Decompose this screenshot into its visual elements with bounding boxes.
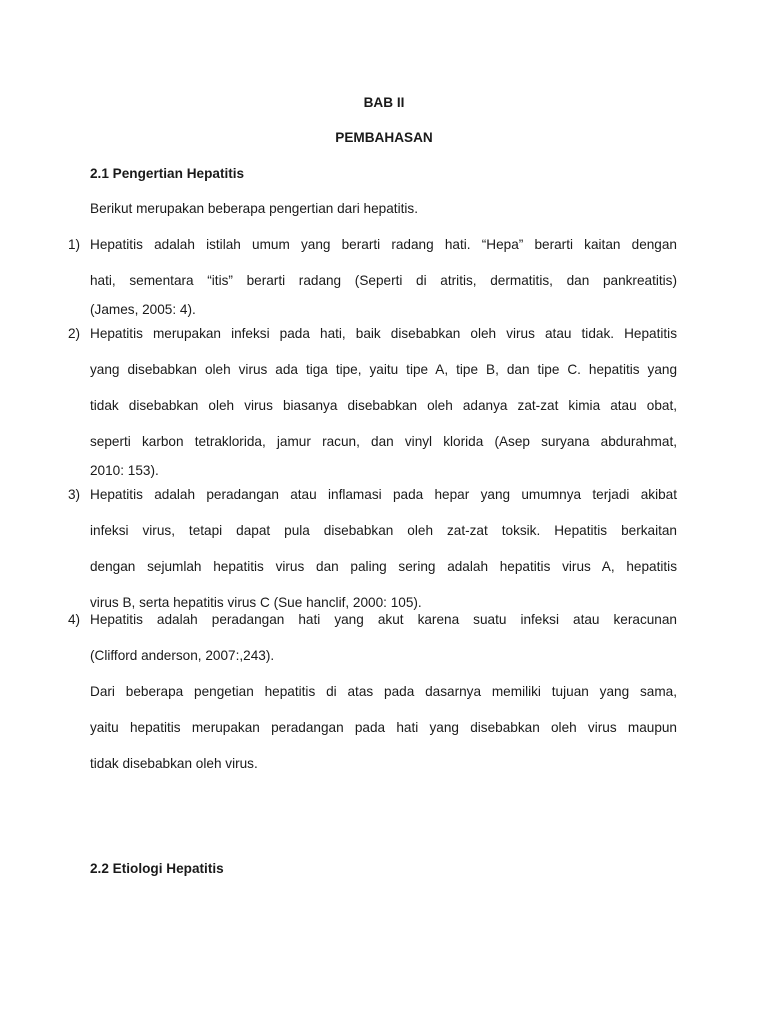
text-line: yang disebabkan oleh virus ada tiga tipe, yaitu tipe A, tipe B, dan tipe C. hepatitis yang xyxy=(90,362,677,377)
text-line: dengan sejumlah hepatitis virus dan paling sering adalah hepatitis virus A, hepatitis xyxy=(90,559,677,574)
list-item-text xyxy=(90,611,677,665)
text-line: hati, sementara “itis” berarti radang (Seperti di atritis, dermatitis, dan pankreatitis) xyxy=(90,273,677,288)
text-line: Hepatitis adalah peradangan atau inflamasi pada hepar yang umumnya terjadi akibat xyxy=(90,487,677,502)
list-item-text xyxy=(90,486,677,612)
section-heading-2-1: 2.1 Pengertian Hepatitis xyxy=(90,166,245,181)
text-line: tidak disebabkan oleh virus. xyxy=(90,756,258,771)
text-line: Hepatitis adalah istilah umum yang berarti radang hati. “Hepa” berarti kaitan dengan xyxy=(90,237,677,252)
list-number: 4) xyxy=(68,612,81,627)
text-line: Hepatitis adalah peradangan hati yang akut karena suatu infeksi atau keracunan xyxy=(90,612,677,627)
list-item-text xyxy=(90,236,677,319)
text-line: Hepatitis merupakan infeksi pada hati, baik disebabkan oleh virus atau tidak. Hepatitis xyxy=(90,326,677,341)
list-number: 1) xyxy=(68,237,81,252)
text-line: seperti karbon tetraklorida, jamur racun, dan vinyl klorida (Asep suryana abdurahmat, xyxy=(90,434,677,449)
list-number: 2) xyxy=(68,326,81,341)
text-line: 2010: 153). xyxy=(90,463,159,478)
text-line: infeksi virus, tetapi dapat pula disebabkan oleh zat-zat toksik. Hepatitis berkaitan xyxy=(90,523,677,538)
text-line: (Clifford anderson, 2007:,243). xyxy=(90,648,275,663)
chapter-label: BAB II xyxy=(363,95,405,110)
list-number: 3) xyxy=(68,487,81,502)
section-heading-2-2: 2.2 Etiologi Hepatitis xyxy=(90,861,224,876)
section-intro: Berikut merupakan beberapa pengertian dari hepatitis. xyxy=(90,201,418,216)
text-line: virus B, serta hepatitis virus C (Sue hanclif, 2000: 105). xyxy=(90,595,422,610)
list-item-text xyxy=(90,325,677,480)
text-line: yaitu hepatitis merupakan peradangan pada hati yang disebabkan oleh virus maupun xyxy=(90,720,677,735)
conclusion-paragraph xyxy=(90,683,677,773)
chapter-title: PEMBAHASAN xyxy=(335,130,433,145)
text-line: Dari beberapa pengetian hepatitis di atas pada dasarnya memiliki tujuan yang sama, xyxy=(90,684,677,699)
text-line: (James, 2005: 4). xyxy=(90,302,196,317)
text-line: tidak disebabkan oleh virus biasanya disebabkan oleh adanya zat-zat kimia atau obat, xyxy=(90,398,677,413)
